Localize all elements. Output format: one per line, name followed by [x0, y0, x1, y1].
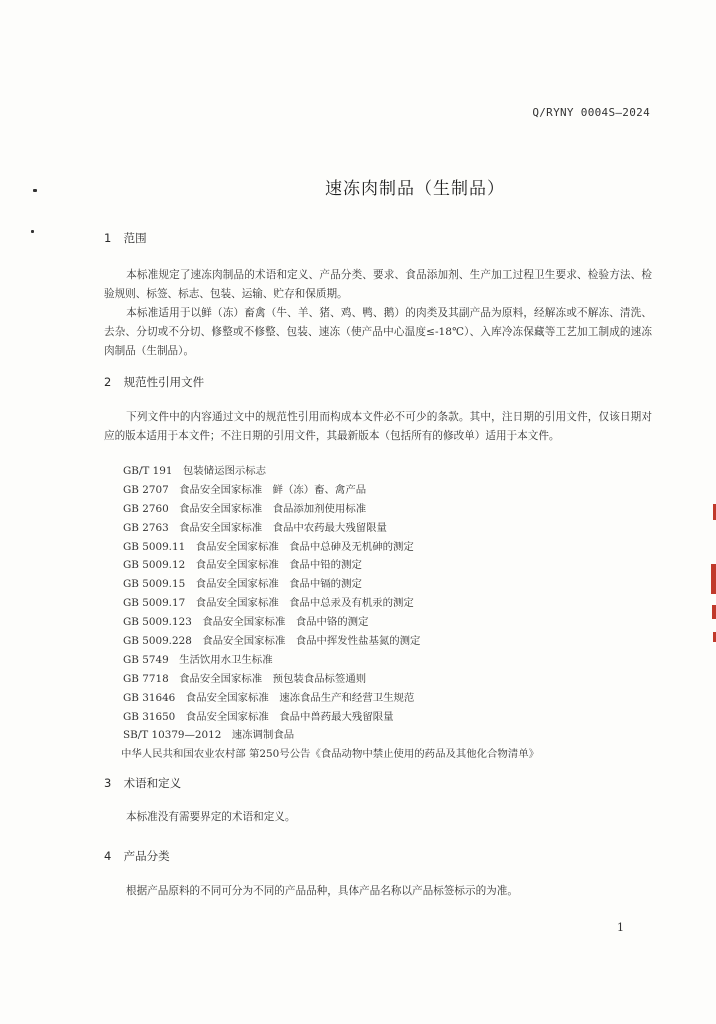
section-number: 1	[104, 231, 112, 245]
reference-item: GB 31646 食品安全国家标准 速冻食品生产和经营卫生规范	[123, 691, 415, 704]
reference-item: GB 5009.17 食品安全国家标准 食品中总汞及有机汞的测定	[123, 597, 414, 610]
reference-item: 中华人民共和国农业农村部 第250号公告《食品动物中禁止使用的药品及其他化合物清单》	[121, 748, 539, 761]
section-heading-normative-references	[104, 374, 204, 390]
paragraph-text: 根据产品原料的不同可分为不同的产品品种，具体产品名称以产品标签标示的为准。	[126, 885, 518, 897]
paragraph-text: 本标准适用于以鲜（冻）畜禽（牛、羊、猪、鸡、鸭、鹅）的肉类及其副产品为原料，经解冻或不解冻、清洗、去杂、分切或不分切、修整或不修整、包装、速冻（使产品中心温度≤-18℃）、入库冷冻保藏等工艺加工制成的速冻肉制品（生制品）。	[104, 307, 652, 357]
reference-item: GB 7718 食品安全国家标准 预包装食品标签通则	[123, 672, 367, 685]
section-number: 3	[104, 776, 112, 790]
section-heading-product-classification	[104, 848, 170, 864]
section-title: 产品分类	[123, 849, 170, 863]
reference-item: GB 5009.11 食品安全国家标准 食品中总砷及无机砷的测定	[123, 540, 414, 553]
reference-item: SB/T 10379—2012 速冻调制食品	[123, 729, 295, 742]
paragraph	[104, 882, 652, 901]
section-heading-terms-definitions	[104, 775, 181, 791]
edge-binding-mark	[711, 564, 716, 594]
section-number: 4	[104, 849, 112, 863]
scan-speck	[33, 189, 37, 192]
reference-item: GB 31650 食品安全国家标准 食品中兽药最大残留限量	[123, 710, 394, 723]
scan-speck	[31, 230, 34, 233]
reference-item: GB 5009.228 食品安全国家标准 食品中挥发性盐基氮的测定	[123, 635, 421, 648]
section-title: 规范性引用文件	[123, 375, 205, 389]
section-title: 范围	[123, 231, 147, 245]
reference-item: GB 2760 食品安全国家标准 食品添加剂使用标准	[123, 502, 367, 515]
section-number: 2	[104, 375, 112, 389]
page-number: 1	[617, 921, 624, 934]
reference-list	[123, 462, 539, 764]
paragraph-text: 本标准规定了速冻肉制品的术语和定义、产品分类、要求、食品添加剂、生产加工过程卫生要求、检验方法、检验规则、标签、标志、包装、运输、贮存和保质期。	[104, 269, 652, 300]
standard-code: Q/RYNY 0004S—2024	[532, 106, 650, 119]
reference-item: GB 2707 食品安全国家标准 鲜（冻）畜、禽产品	[123, 483, 367, 496]
reference-item: GB 5009.15 食品安全国家标准 食品中镉的测定	[123, 578, 362, 591]
paragraph-text: 本标准没有需要界定的术语和定义。	[126, 811, 296, 823]
paragraph	[104, 266, 652, 304]
reference-item: GB 2763 食品安全国家标准 食品中农药最大残留限量	[123, 521, 387, 534]
reference-item: GB 5009.12 食品安全国家标准 食品中铅的测定	[123, 559, 362, 572]
reference-item: GB/T 191 包装储运图示标志	[123, 465, 267, 477]
section-title: 术语和定义	[123, 776, 182, 790]
reference-item: GB 5009.123 食品安全国家标准 食品中铬的测定	[123, 616, 369, 629]
edge-binding-mark	[712, 605, 716, 619]
paragraph	[104, 408, 652, 446]
paragraph-text: 下列文件中的内容通过文中的规范性引用而构成本文件必不可少的条款。其中，注日期的引用文件，仅该日期对应的版本适用于本文件；不注日期的引用文件，其最新版本（包括所有的修改单）适用于本文件。	[104, 411, 652, 442]
paragraph	[104, 808, 652, 827]
reference-item: GB 5749 生活饮用水卫生标准	[123, 653, 273, 666]
paragraph	[104, 304, 652, 361]
section-heading-scope	[104, 230, 147, 246]
document-title: 速冻肉制品（生制品）	[325, 179, 505, 199]
